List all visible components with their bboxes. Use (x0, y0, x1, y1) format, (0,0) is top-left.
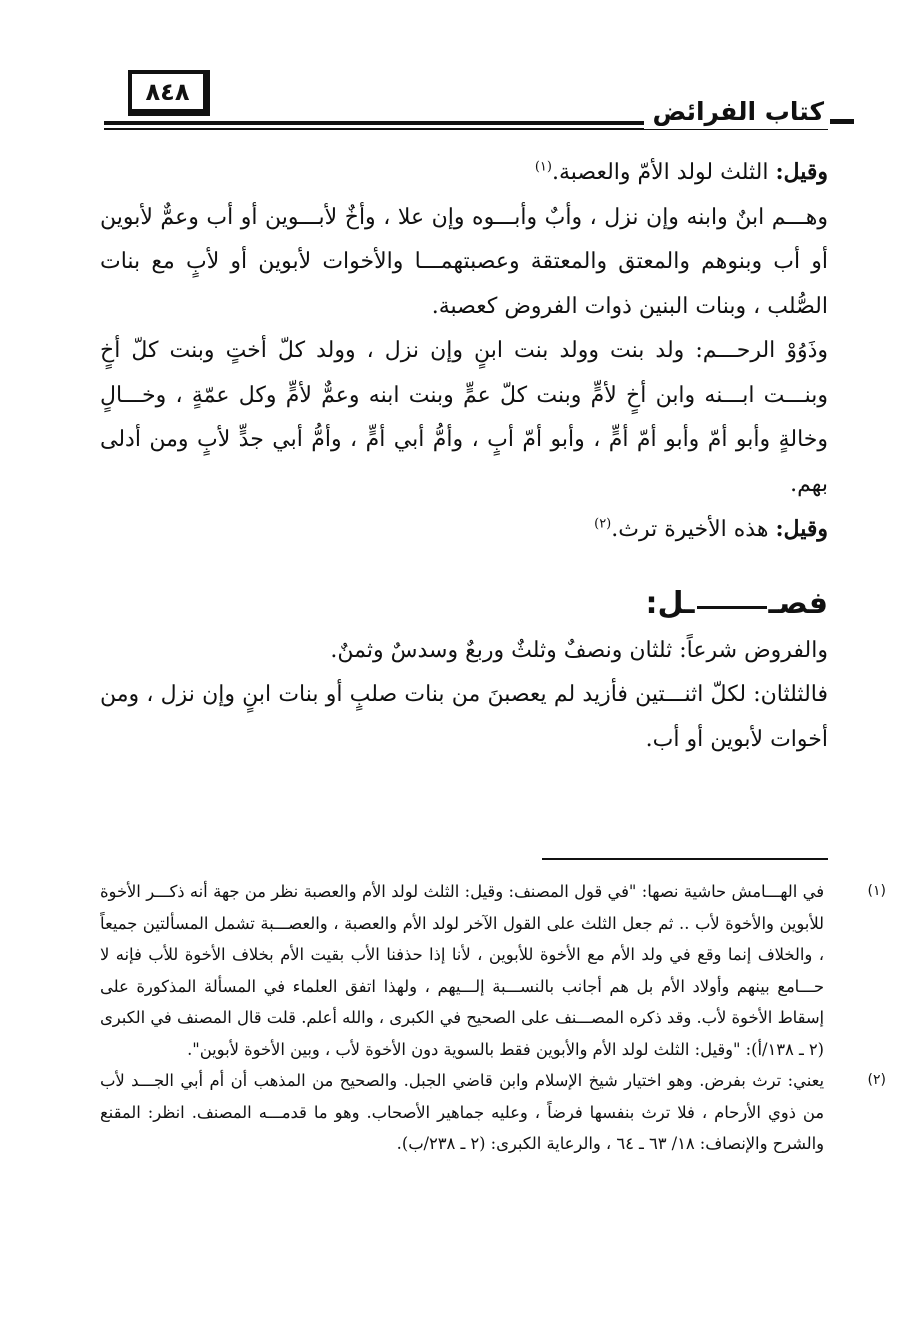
footnote-1-number: (١) (867, 883, 886, 899)
footnote-2-text: يعني: ترث بفرض. وهو اختيار شيخ الإسلام وابن قاضي الجبل. والصحيح من المذهب أن أم أبي الجـــد لأب من ذوي الأرحام ، فلا ترث بنفسها فرضاً ، وعليه جماهير الأصحاب. وهو ما قدمـــه المصنف. انظر: المقنع والشرح والإنصاف: ١٨/ ٦٣ ـ ٦٤ ، والرعاية الكبرى: (٢ ـ ٢٣٨/ب). (100, 1071, 824, 1153)
page-number: ٨٤٨ (145, 77, 190, 106)
section-heading-start: فصـ (768, 585, 828, 621)
footnote-2-number: (٢) (867, 1072, 886, 1088)
footnote-separator (542, 858, 828, 860)
paragraph-1-lead: وقيل: (775, 159, 828, 185)
footnote-2 (100, 1065, 886, 1160)
paragraph-2: وهـــم ابنٌ وابنه وإن نزل ، وأبٌ وأبـــوه وإن علا ، وأخٌ لأبـــوين أو أب وعمٌّ لأبوين أو أب وبنوهم والمعتق والمعتقة وعصبتهمـــا والأخوات لأبوين أو لأبٍ مع بنات الصُّلب ، وبنات البنين ذوات الفروض كعصبة. (100, 204, 828, 319)
header-title-dash (830, 119, 854, 124)
footnotes (100, 876, 886, 1160)
paragraph-4-text: هذه الأخيرة ترث. (611, 517, 776, 542)
section-heading-end: ـل: (645, 585, 695, 621)
section-heading-tatweel (697, 606, 767, 609)
paragraph-1 (100, 150, 828, 196)
footnote-ref-2[interactable]: (٢) (594, 516, 612, 532)
footnote-1 (100, 876, 886, 1065)
main-text (100, 150, 828, 762)
book-title: كتاب الفرائض (644, 95, 828, 129)
paragraph-5: والفروض شرعاً: ثلثان ونصفٌ وثلثٌ وربعٌ وسدسٌ وثمنٌ. (330, 637, 828, 663)
footnote-ref-1[interactable]: (١) (534, 159, 552, 175)
paragraph-4-lead: وقيل: (775, 516, 828, 542)
paragraph-6: فالثلثان: لكلّ اثنـــتين فأزيد لم يعصبنَ من بنات صلبٍ أو بنات ابنٍ وإن نزل ، ومن أخوات لأبوين أو أب. (100, 682, 828, 752)
footnote-1-text: في الهـــامش حاشية نصها: "في قول المصنف: وقيل: الثلث لولد الأم والعصبة نظر من جهة أنه ذكـــر الأخوة للأبوين والأخوة لأب .. ثم جعل الثلث على القول الآخر لولد الأم والعصبة ، والعصـــبة تشمل المسألتين جميعاً ، والخلاف إنما وقع في ولد الأم مع الأخوة للأبوين ، لأنا إذا حذفنا الأب بقيت الأم بخلاف الأخوة للأب فإنه لا حـــامع بينهم وأولاد الأم بل هم أجانب بالنســـبة إلـــيهم ، ولهذا اتفق العلماء في المسألة المذكورة على إسقاط الأخوة لأب. وقد ذكره المصـــنف على الصحيح في الكبرى ، والله أعلم. قلت قال المصنف في الكبرى (٢ ـ ١٣٨/أ): "وقيل: الثلث لولد الأم والأبوين فقط بالسوية دون الأخوة لأب ، وبين الأخوة لأبوين". (100, 882, 824, 1059)
page-number-box (128, 70, 210, 116)
paragraph-1-text: الثلث لولد الأمّ والعصبة. (551, 160, 776, 185)
section-heading (100, 579, 828, 629)
paragraph-3: وذَوُوْ الرحـــم: ولد بنت وولد بنت ابنٍ وإن نزل ، وولد كلّ أختٍ وبنت كلّ أخٍ وبنـــت ابـــنه وابن أخٍ لأمٍّ وبنت كلّ عمٍّ وبنت ابنه وعمٌّ لأمٍّ وكل عمّةٍ ، وخـــالٍ وخالةٍ وأبو أمّ وأبو أمّ أمٍّ ، وأبو أمّ أبٍ ، وأمُّ أبي أمٍّ ، وأمُّ أبي جدٍّ لأبٍ ومن أدلى بهم. (100, 338, 828, 497)
paragraph-4 (100, 507, 828, 553)
